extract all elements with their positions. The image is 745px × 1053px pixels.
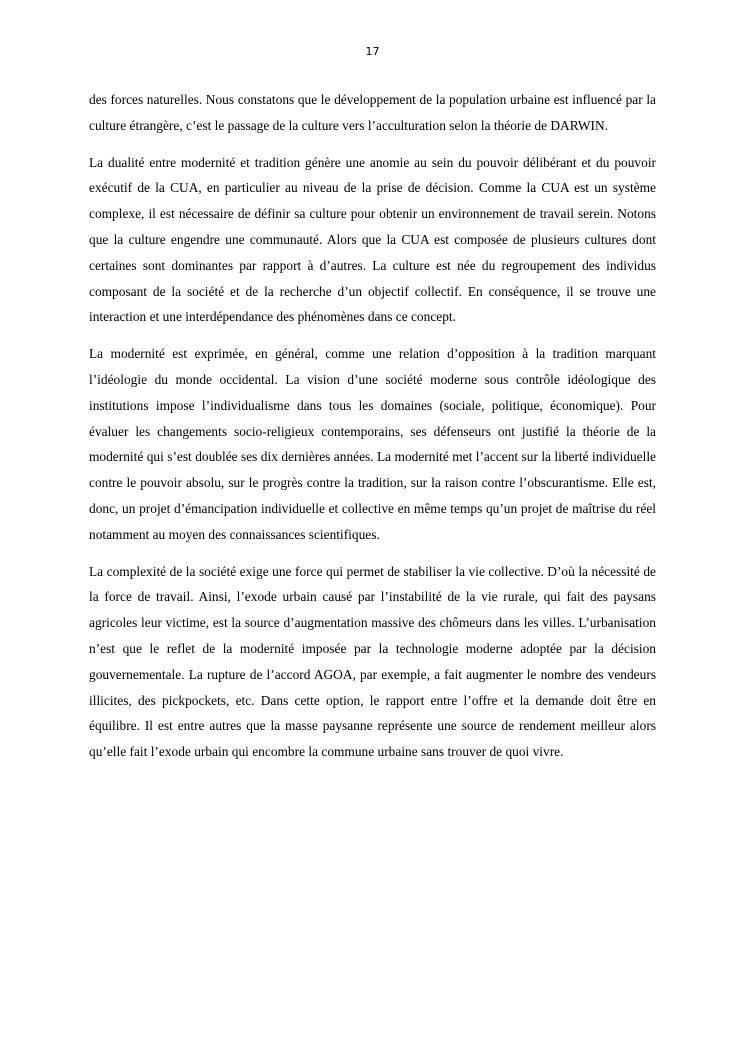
paragraph: La complexité de la société exige une force qui permet de stabiliser la vie collective. D’où la nécessité de la force de travail. Ainsi, l’exode urbain causé par l’instabilité de la vie rurale, qui fait des paysans agricoles leur victime, est la source d’augmentation massive des chômeurs dans les villes. L’urbanisation n’est que le reflet de la modernité imposée par la technologie moderne adoptée par la décision gouvernementale. La rupture de l’accord AGOA, par exemple, a fait augmenter le nombre des vendeurs illicites, des pickpockets, etc. Dans cette option, le rapport entre l’offre et la demande doit être en équilibre. Il est entre autres que la masse paysanne représente une source de rendement meilleur alors qu’elle fait l’exode urbain qui encombre la commune urbaine sans trouver de quoi vivre. bbox=[89, 563, 656, 760]
paragraph: La dualité entre modernité et tradition génère une anomie au sein du pouvoir délibérant et du pouvoir exécutif de la CUA, en particulier au niveau de la prise de décision. Comme la CUA est un système complexe, il est nécessaire de définir sa culture pour obtenir un environnement de travail serein. Notons que la culture engendre une communauté. Alors que la CUA est composée de plusieurs cultures dont certaines sont dominantes par rapport à d’autres. La culture est née du regroupement des individus composant de la société et de la recherche d’un objectif collectif. En conséquence, il se trouve une interaction et une interdépendance des phénomènes dans ce concept. bbox=[89, 154, 656, 325]
paragraph: La modernité est exprimée, en général, comme une relation d’opposition à la tradition marquant l’idéologie du monde occidental. La vision d’une société moderne sous contrôle idéologique des institutions impose l’individualisme dans tous les domaines (sociale, politique, économique). Pour évaluer les changements socio-religieux contemporains, ses défenseurs ont justifié la théorie de la modernité qui s’est doublée ses dix dernières années. La modernité met l’accent sur la liberté individuelle contre le pouvoir absolu, sur le progrès contre la tradition, sur la raison contre l’obscurantisme. Elle est, donc, un projet d’émancipation individuelle et collective en même temps qu’un projet de maîtrise du réel notamment au moyen des connaissances scientifiques. bbox=[89, 346, 656, 542]
body-text bbox=[89, 87, 656, 765]
paragraph: des forces naturelles. Nous constatons que le développement de la population urbaine est influencé par la culture étrangère, c’est le passage de la culture vers l’acculturation selon la théorie de DARWIN. bbox=[89, 92, 656, 133]
page-number: 17 bbox=[365, 45, 380, 58]
